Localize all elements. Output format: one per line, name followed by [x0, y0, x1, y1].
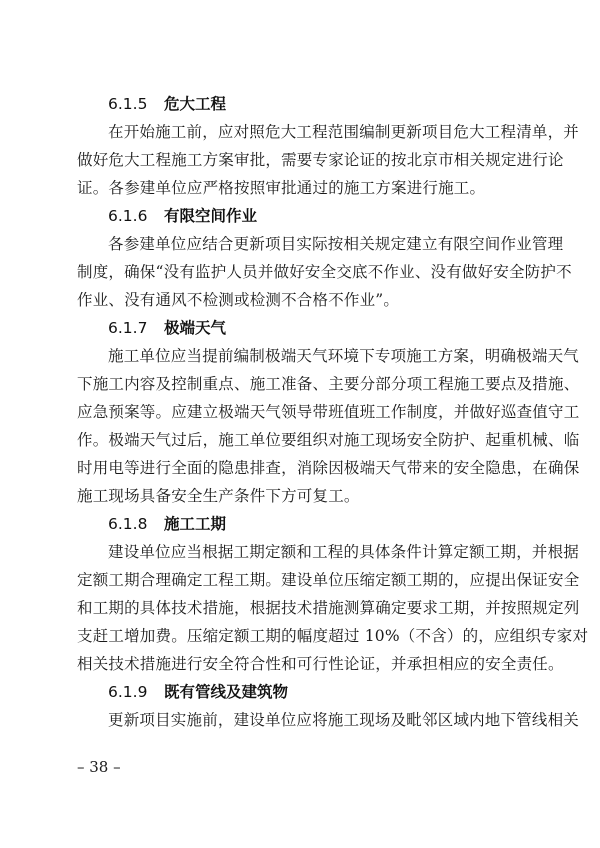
section-title: 极端天气 [164, 319, 227, 337]
section-title: 危大工程 [164, 95, 227, 113]
section-title: 有限空间作业 [164, 207, 258, 225]
paragraph-line: 应急预案等。应建立极端天气领导带班值班工作制度，并做好巡查值守工 [77, 403, 580, 421]
section-number: 6.1.9 [108, 683, 148, 701]
document-body [77, 90, 589, 734]
paragraph-line: 更新项目实施前，建设单位应将施工现场及毗邻区域内地下管线相关 [108, 711, 580, 729]
section-number: 6.1.7 [108, 319, 148, 337]
section-heading-6-1-7 [77, 314, 539, 342]
section-heading-6-1-5 [77, 90, 539, 118]
paragraph-line: 建设单位应当根据工期定额和工程的具体条件计算定额工期，并根据 [108, 543, 580, 561]
section-paragraph-6-1-7 [77, 342, 580, 510]
paragraph-line: 定额工期合理确定工程工期。建设单位压缩定额工期的，应提出保证安全 [77, 571, 580, 589]
section-number: 6.1.8 [108, 515, 148, 533]
section-title: 既有管线及建筑物 [164, 683, 289, 701]
page-number: – 38 – [77, 758, 121, 776]
paragraph-line: 制度，确保“没有监护人员并做好安全交底不作业、没有做好安全防护不 [77, 263, 572, 281]
paragraph-line: 施工单位应当提前编制极端天气环境下专项施工方案，明确极端天气 [108, 347, 580, 365]
paragraph-line: 证。各参建单位应严格按照审批通过的施工方案进行施工。 [77, 179, 486, 197]
section-paragraph-6-1-9 [77, 706, 580, 734]
section-number: 6.1.6 [108, 207, 148, 225]
paragraph-line: 作业、没有通风不检测或检测不合格不作业”。 [77, 291, 400, 309]
paragraph-line: 在开始施工前，应对照危大工程范围编制更新项目危大工程清单，并 [108, 123, 580, 141]
paragraph-line: 做好危大工程施工方案审批，需要专家论证的按北京市相关规定进行论 [77, 151, 564, 169]
section-paragraph-6-1-6 [77, 230, 572, 314]
section-heading-6-1-6 [77, 202, 539, 230]
paragraph-line: 下施工内容及控制重点、施工准备、主要分部分项工程施工要点及措施、 [77, 375, 580, 393]
section-paragraph-6-1-8 [77, 538, 589, 678]
paragraph-line: 和工期的具体技术措施，根据技术措施测算确定要求工期，并按照规定列 [77, 599, 580, 617]
paragraph-line: 相关技术措施进行安全符合性和可行性论证，并承担相应的安全责任。 [77, 655, 564, 673]
paragraph-line: 施工现场具备安全生产条件下方可复工。 [77, 487, 360, 505]
paragraph-line: 时用电等进行全面的隐患排查，消除因极端天气带来的安全隐患，在确保 [77, 459, 580, 477]
paragraph-line: 支赶工增加费。压缩定额工期的幅度超过 10%（不含）的，应组织专家对 [77, 627, 589, 645]
section-heading-6-1-9 [77, 678, 539, 706]
section-heading-6-1-8 [77, 510, 539, 538]
section-number: 6.1.5 [108, 95, 148, 113]
paragraph-line: 作。极端天气过后，施工单位要组织对施工现场安全防护、起重机械、临 [77, 431, 580, 449]
section-paragraph-6-1-5 [77, 118, 580, 202]
paragraph-line: 各参建单位应结合更新项目实际按相关规定建立有限空间作业管理 [108, 235, 564, 253]
section-title: 施工工期 [164, 515, 227, 533]
